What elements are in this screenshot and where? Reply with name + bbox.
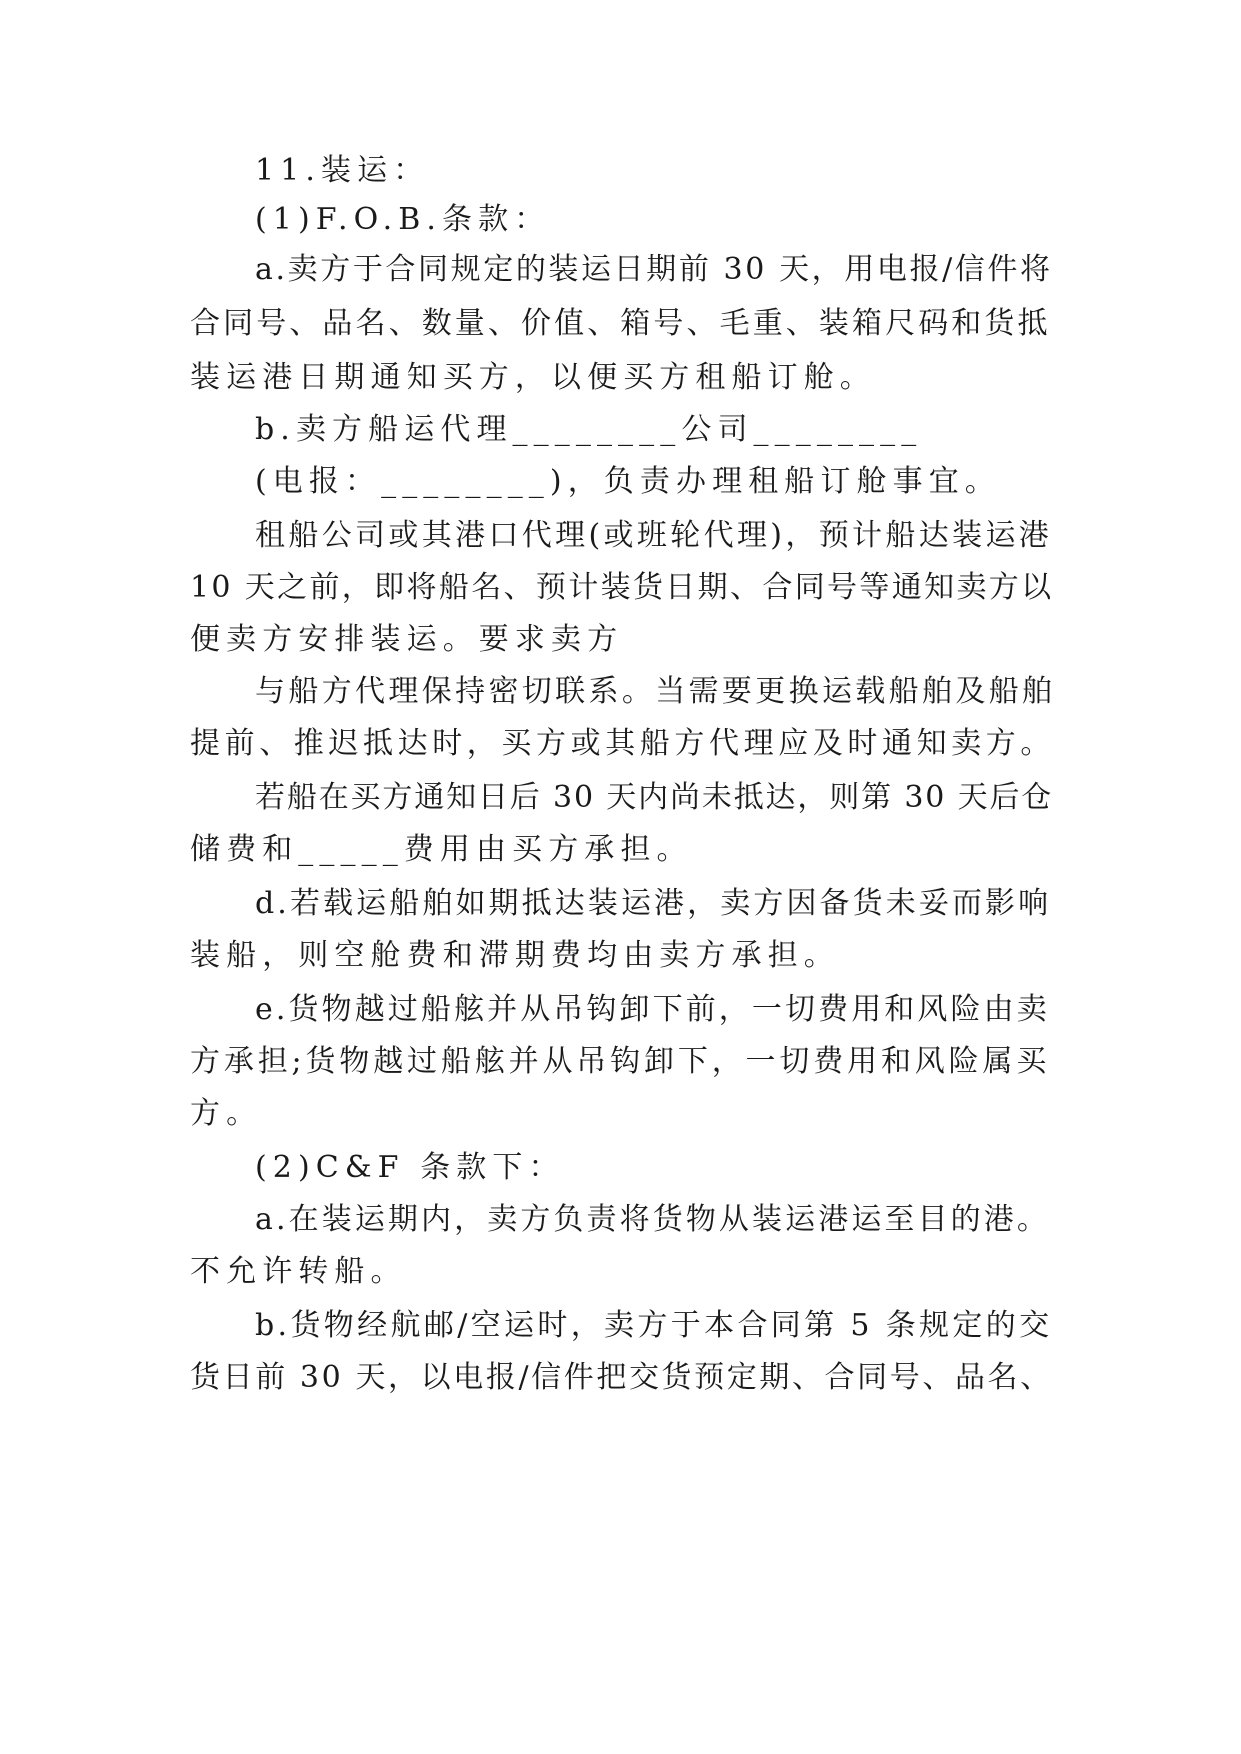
paragraph-line: 合同号、品名、数量、价值、箱号、毛重、装箱尺码和货抵: [190, 306, 1051, 341]
paragraph-line: 方承担;货物越过船舷并从吊钩卸下，一切费用和风险属买: [190, 1044, 1051, 1079]
paragraph-line: b.卖方船运代理________公司________: [255, 412, 923, 447]
paragraph-line: (电报：________)，负责办理租船订舱事宜。: [255, 464, 1001, 499]
paragraph-line: 不允许转船。: [190, 1254, 407, 1289]
paragraph-line: 与船方代理保持密切联系。当需要更换运载船舶及船舶: [255, 674, 1056, 709]
paragraph-line: a.卖方于合同规定的装运日期前 30 天，用电报/信件将: [255, 252, 1053, 287]
paragraph-line: b.货物经航邮/空运时，卖方于本合同第 5 条规定的交: [255, 1308, 1053, 1343]
paragraph-line: 若船在买方通知日后 30 天内尚未抵达，则第 30 天后仓: [255, 780, 1054, 815]
section-heading-shipment: 11.装运：: [255, 153, 430, 188]
clause-heading-fob: (1)F.O.B.条款：: [255, 202, 551, 237]
paragraph-line: 货日前 30 天，以电报/信件把交货预定期、合同号、品名、: [190, 1360, 1053, 1395]
paragraph-line: a.在装运期内，卖方负责将货物从装运港运至目的港。: [255, 1202, 1050, 1237]
clause-heading-cf: (2)C&F 条款下：: [255, 1150, 565, 1185]
paragraph-line: 装运港日期通知买方，以便买方租船订舱。: [190, 360, 876, 395]
paragraph-line: 便卖方安排装运。要求卖方: [190, 622, 624, 657]
paragraph-line: e.货物越过船舷并从吊钩卸下前，一切费用和风险由卖: [255, 992, 1050, 1027]
paragraph-line: 租船公司或其港口代理(或班轮代理)，预计船达装运港: [255, 518, 1053, 553]
paragraph-line: 装船，则空舱费和滞期费均由卖方承担。: [190, 938, 840, 973]
paragraph-line: 储费和_____费用由买方承担。: [190, 832, 693, 867]
paragraph-line: d.若载运船舶如期抵达装运港，卖方因备货未妥而影响: [255, 886, 1052, 921]
paragraph-line: 方。: [190, 1096, 263, 1131]
paragraph-line: 10 天之前，即将船名、预计装货日期、合同号等通知卖方以: [190, 570, 1054, 605]
paragraph-line: 提前、推迟抵达时，买方或其船方代理应及时通知卖方。: [190, 726, 1055, 761]
